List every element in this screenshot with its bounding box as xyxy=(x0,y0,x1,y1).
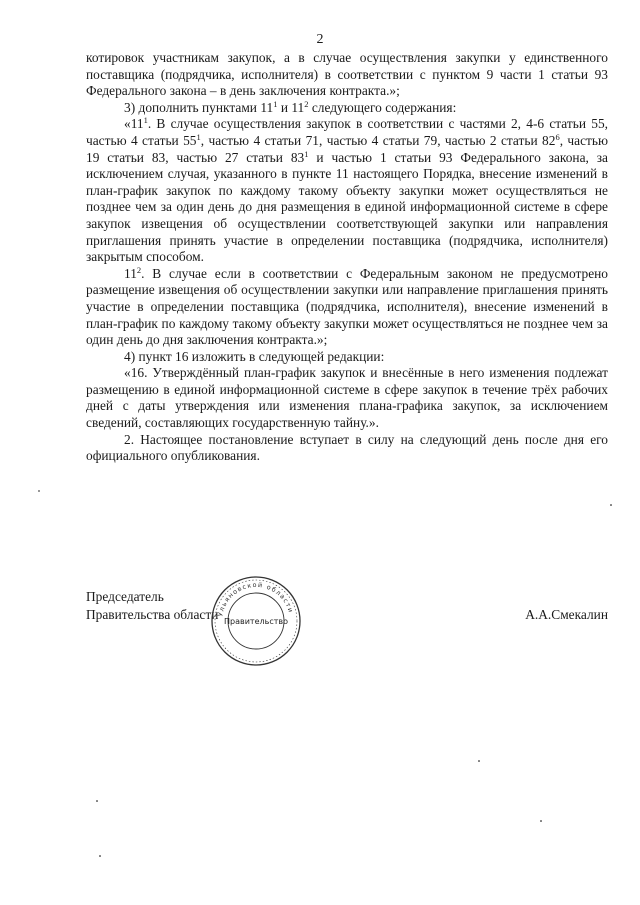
paragraph xyxy=(86,365,608,431)
text-segment: . В случае если в соответствии с Федеральным законом не предусмотрено размещение извещения об осуществлении закупки или направление приглашения принять участие в определении поставщика (подрядчика, исполнителя), внесение изменений в план-график по каждому такому объекту закупки может осуществляться не позднее чем за один день до дня заключения контракта.»; xyxy=(86,265,608,348)
superscript: 2 xyxy=(304,98,309,109)
text-segment: «11 xyxy=(124,116,144,132)
text-segment: 3) дополнить пунктами 11 xyxy=(124,99,274,115)
text-segment: 11 xyxy=(124,265,137,281)
text-segment: следующего содержания: xyxy=(308,99,457,115)
text-segment: котировок участникам закупок, а в случае осуществления закупки у единственного поставщика (подрядчика, исполнителя) в соответствии с пунктом 9 части 1 статьи 93 Федерального закона – в день заключения контракта.»; xyxy=(86,50,608,99)
paragraph xyxy=(86,50,608,100)
paragraph xyxy=(86,432,608,465)
superscript: 1 xyxy=(273,98,278,109)
paragraph xyxy=(86,100,608,117)
text-segment: и 11 xyxy=(277,99,305,115)
scan-speck xyxy=(478,760,480,762)
paragraph xyxy=(86,266,608,349)
text-segment: , частью 19 статьи 83, частью 27 статьи 83 xyxy=(86,132,609,165)
scan-speck xyxy=(99,855,101,857)
superscript: 1 xyxy=(196,131,201,142)
scan-speck xyxy=(96,800,98,802)
signatory-title xyxy=(86,588,218,624)
superscript: 1 xyxy=(143,115,148,126)
official-seal-stamp xyxy=(210,575,302,667)
superscript: 6 xyxy=(555,131,560,142)
superscript: 1 xyxy=(304,148,309,159)
signatory-title-line2: Правительства области xyxy=(86,607,219,622)
document-body xyxy=(86,50,608,465)
text-segment: , частью 4 статьи 71, частью 4 статьи 79, частью 2 статьи 82 xyxy=(200,132,556,148)
scan-speck xyxy=(38,490,40,492)
paragraph xyxy=(86,349,608,366)
text-segment: и частью 1 статьи 93 Федерального закона, за исключением случая, указанного в пункте 11 настоящего Порядка, внесение изменений в план-график закупок по каждому такому объекту закупки может осуществляться не позднее чем за один день до дня размещения в единой информационной системе в сфере закупок извещения об осуществлении соответствующей закупки или направления приглашения принять участие в определении поставщика (подрядчика, исполнителя) закрытым способом. xyxy=(86,149,608,265)
text-segment: 2. Настоящее постановление вступает в силу на следующий день после дня его официального опубликования. xyxy=(86,431,608,464)
paragraph xyxy=(86,116,608,265)
seal-center-text: Правительство xyxy=(224,617,288,626)
superscript: 2 xyxy=(136,264,142,275)
scan-speck xyxy=(540,820,542,822)
text-segment: 4) пункт 16 изложить в следующей редакции: xyxy=(124,348,385,364)
text-segment: «16. Утверждённый план-график закупок и внесённые в него изменения подлежат размещению в единой информационной системе в сфере закупок в течение трёх рабочих дней с даты утверждения или изменения плана-графика закупок, за исключением сведений, составляющих государственную тайну.». xyxy=(86,365,608,431)
scan-speck xyxy=(610,504,612,506)
signatory-title-line1: Председатель xyxy=(86,589,164,604)
text-segment: . В случае осуществления закупок в соответствии с частями 2, 4-6 статьи 55, частью 4 статьи 55 xyxy=(86,116,608,148)
page-number: 2 xyxy=(316,32,324,47)
signatory-name: А.А.Смекалин xyxy=(525,607,608,622)
seal-ring-text: Ульяновской области xyxy=(216,580,296,618)
